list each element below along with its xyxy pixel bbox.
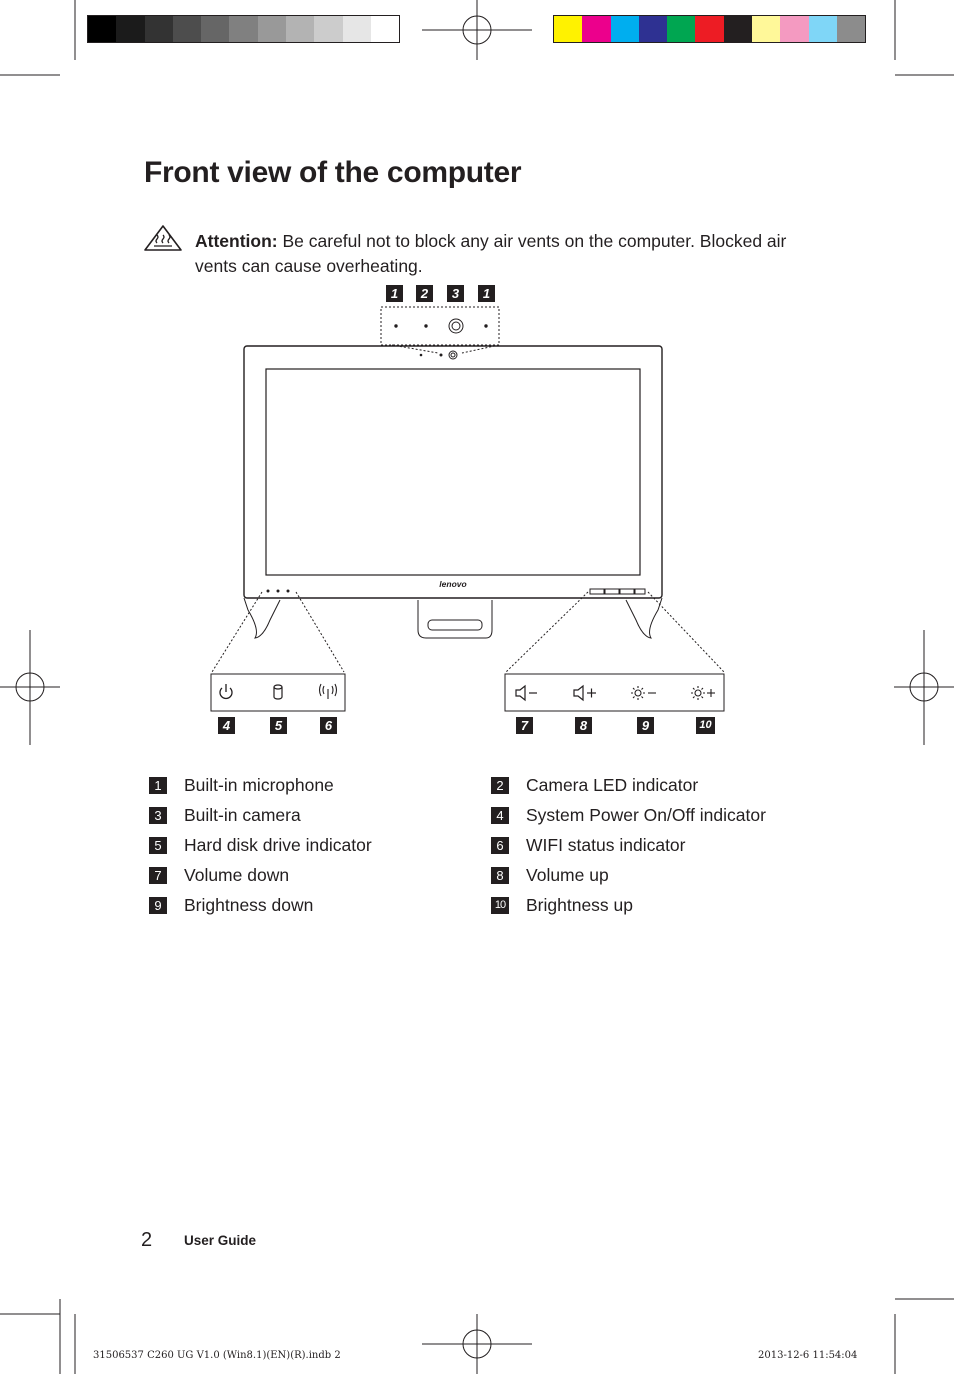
- monitor-bezel: [244, 346, 662, 598]
- color-swatch: [286, 16, 314, 42]
- camera-led-icon: [425, 325, 427, 327]
- attention-label: Attention:: [195, 231, 278, 251]
- legend-item: [491, 770, 698, 800]
- legend-item: [491, 860, 609, 890]
- legend-number: 1: [149, 777, 167, 794]
- color-swatch: [229, 16, 257, 42]
- color-swatch: [780, 16, 808, 42]
- color-swatch: [582, 16, 610, 42]
- legend-label: Brightness down: [184, 894, 314, 915]
- color-swatch: [371, 16, 399, 42]
- legend-item: [149, 770, 334, 800]
- legend-label: Built-in camera: [184, 804, 301, 825]
- legend-item: [149, 800, 301, 830]
- legend-item: [149, 890, 313, 920]
- footer-label: User Guide: [184, 1233, 257, 1248]
- power-icon: [220, 684, 232, 698]
- camera-icon: [449, 319, 463, 333]
- callout-volume-down: 7: [516, 717, 533, 734]
- legend-item: [491, 800, 766, 830]
- legend-label: Volume up: [526, 864, 609, 885]
- color-swatch: [554, 16, 582, 42]
- process-color-bar: [553, 15, 866, 43]
- page-title: Front view of the computer: [144, 156, 522, 189]
- legend-number: 5: [149, 837, 167, 854]
- callout-brightness-down: 9: [637, 717, 654, 734]
- legend-number: 8: [491, 867, 509, 884]
- attention-note: [195, 229, 815, 279]
- volume-up-icon: [574, 686, 596, 700]
- legend-number: 9: [149, 897, 167, 914]
- color-swatch: [724, 16, 752, 42]
- volume-down-icon: [516, 686, 537, 700]
- attention-text: Be careful not to block any air vents on the computer. Blocked air vents can cause overheating.: [195, 231, 787, 276]
- legend-item: [491, 830, 686, 860]
- callout-camera: 3: [447, 285, 464, 302]
- legend-label: Camera LED indicator: [526, 774, 699, 795]
- slug-date: 2013-12-6 11:54:04: [758, 1350, 858, 1361]
- monitor-screen: [266, 369, 640, 575]
- hot-surface-warning-icon: [143, 224, 183, 252]
- brightness-down-icon: [631, 686, 656, 700]
- callout-power: 4: [218, 717, 235, 734]
- grayscale-color-bar: [87, 15, 400, 43]
- microphone-icon: [395, 325, 397, 327]
- color-swatch: [611, 16, 639, 42]
- legend-number: 6: [491, 837, 509, 854]
- callout-volume-up: 8: [575, 717, 592, 734]
- legend-label: Brightness up: [526, 894, 634, 915]
- wifi-icon: [320, 684, 337, 699]
- hard-disk-icon: [274, 685, 282, 699]
- callout-microphone: 1: [386, 285, 403, 302]
- color-swatch: [752, 16, 780, 42]
- indicator-detail-box: [211, 674, 345, 711]
- legend-label: Volume down: [184, 864, 290, 885]
- color-swatch: [258, 16, 286, 42]
- color-swatch: [667, 16, 695, 42]
- color-swatch: [116, 16, 144, 42]
- color-swatch: [639, 16, 667, 42]
- microphone-icon: [485, 325, 487, 327]
- callout-hdd: 5: [270, 717, 287, 734]
- legend-label: Hard disk drive indicator: [184, 834, 372, 855]
- color-swatch: [173, 16, 201, 42]
- legend-number: 7: [149, 867, 167, 884]
- color-swatch: [201, 16, 229, 42]
- legend-number: 2: [491, 777, 509, 794]
- legend-number: 10: [491, 897, 509, 914]
- legend-item: [491, 890, 633, 920]
- color-swatch: [809, 16, 837, 42]
- callout-microphone: 1: [478, 285, 495, 302]
- color-swatch: [88, 16, 116, 42]
- legend-label: System Power On/Off indicator: [526, 804, 766, 825]
- slug-file: 31506537 C260 UG V1.0 (Win8.1)(EN)(R).indb 2: [93, 1350, 341, 1361]
- legend-number: 3: [149, 807, 167, 824]
- color-swatch: [145, 16, 173, 42]
- legend-item: [149, 860, 289, 890]
- color-swatch: [314, 16, 342, 42]
- computer-front-view-diagram: [200, 280, 760, 750]
- legend-label: WIFI status indicator: [526, 834, 686, 855]
- legend-label: Built-in microphone: [184, 774, 334, 795]
- callout-wifi: 6: [320, 717, 337, 734]
- brightness-up-icon: [691, 686, 715, 700]
- color-swatch: [343, 16, 371, 42]
- color-swatch: [837, 16, 865, 42]
- page-number: 2: [141, 1229, 153, 1251]
- lenovo-logo: lenovo: [439, 579, 467, 589]
- legend-item: [149, 830, 372, 860]
- color-swatch: [695, 16, 723, 42]
- callout-camera-led: 2: [416, 285, 433, 302]
- camera-detail-box: [381, 307, 499, 345]
- callout-brightness-up: 10: [696, 717, 715, 734]
- legend-number: 4: [491, 807, 509, 824]
